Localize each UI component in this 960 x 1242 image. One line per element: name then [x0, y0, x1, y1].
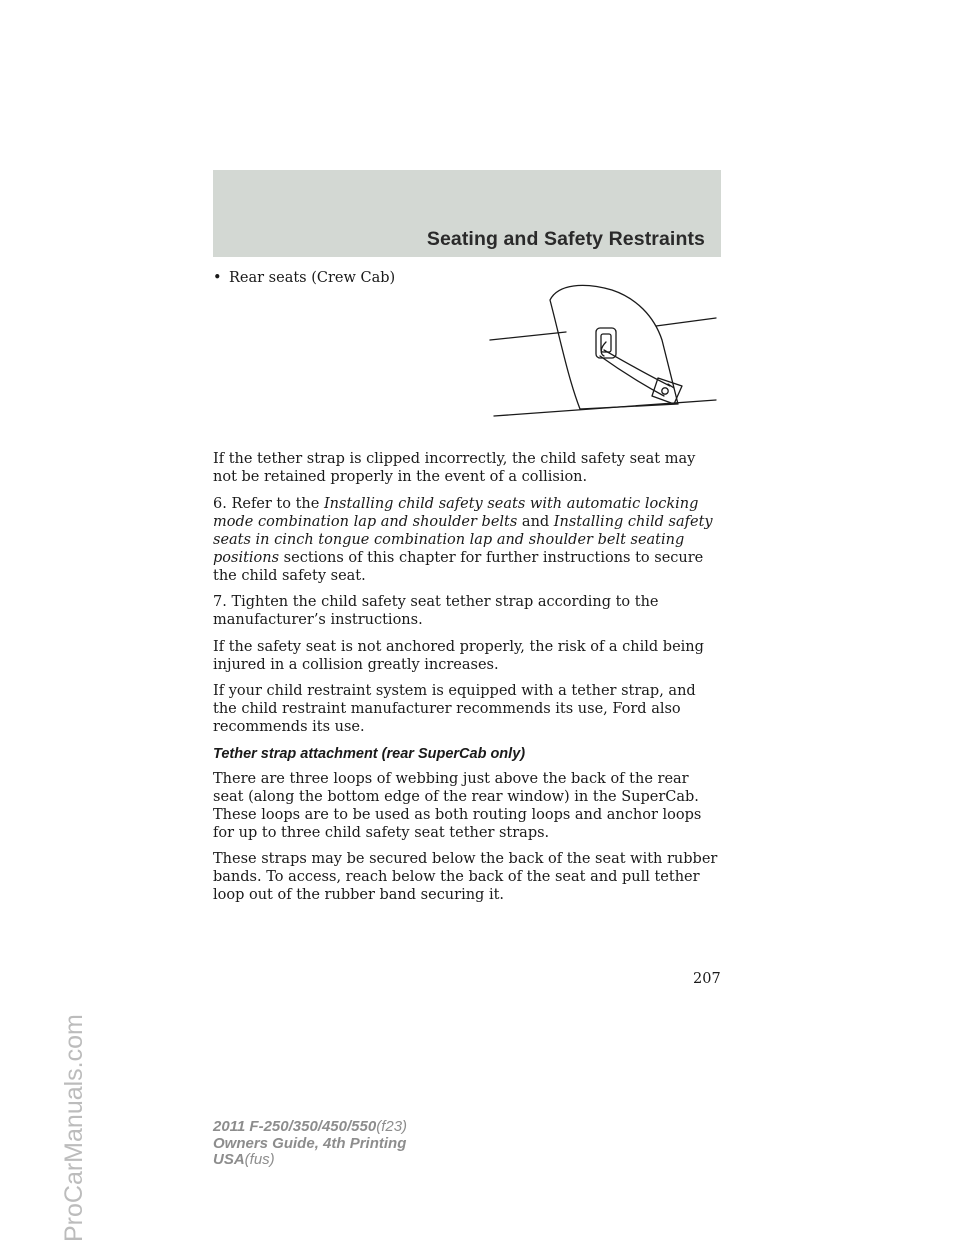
paragraph: If the tether strap is clipped incorrectly, the child safety seat may not be retained properly in the event of a collision.	[213, 451, 696, 485]
footer-model-code: (f23)	[376, 1118, 408, 1135]
paragraph-step-6	[213, 495, 723, 585]
footer-line-2: Owners Guide, 4th Printing	[213, 1134, 407, 1152]
bullet-text: Rear seats (Crew Cab)	[229, 270, 396, 286]
footer-line-3	[213, 1152, 407, 1169]
tether-anchor-illustration	[488, 278, 720, 422]
page-number: 207	[693, 971, 721, 987]
section-reference: Installing child safety seats in cinch tongue combination lap and shoulder belt seating positions	[213, 513, 713, 566]
watermark: ProCarManuals.com	[60, 1014, 88, 1242]
bullet-symbol: •	[213, 270, 222, 286]
step-6-suffix: sections of this chapter for further instructions to secure the child safety seat.	[213, 549, 704, 584]
conjunction: and	[517, 513, 554, 530]
footer	[213, 1119, 407, 1169]
paragraph: If the safety seat is not anchored properly, the risk of a child being injured in a collision greatly increases.	[213, 638, 704, 673]
footer-market-code: (fus)	[244, 1151, 275, 1168]
section-title: Seating and Safety Restraints	[426, 228, 705, 250]
paragraph: There are three loops of webbing just above the back of the rear seat (along the bottom edge of the rear window) in the SuperCab. These loops are to be used as both routing loops and anchor loops for up to three child safety seat tether straps.	[213, 770, 702, 841]
footer-model: 2011 F-250/350/450/550	[213, 1118, 377, 1135]
body-text	[213, 450, 723, 913]
paragraph-step-7: 7. Tighten the child safety seat tether strap according to the manufacturer’s instructions.	[213, 594, 659, 628]
subheading: Tether strap attachment (rear SuperCab only)	[213, 745, 526, 762]
section-reference: Installing child safety seats with automatic locking mode combination lap and shoulder belts	[213, 495, 699, 530]
footer-line-1	[213, 1119, 407, 1136]
paragraph: If your child restraint system is equipped with a tether strap, and the child restraint manufacturer recommends its use, Ford also recommends its use.	[213, 683, 696, 735]
step-6-prefix: 6. Refer to the	[213, 495, 324, 512]
bullet-item	[213, 270, 395, 286]
section-header-band	[213, 170, 721, 257]
paragraph: These straps may be secured below the back of the seat with rubber bands. To access, reach below the back of the seat and pull tether loop out of the rubber band securing it.	[213, 851, 718, 903]
footer-market: USA	[213, 1151, 245, 1168]
